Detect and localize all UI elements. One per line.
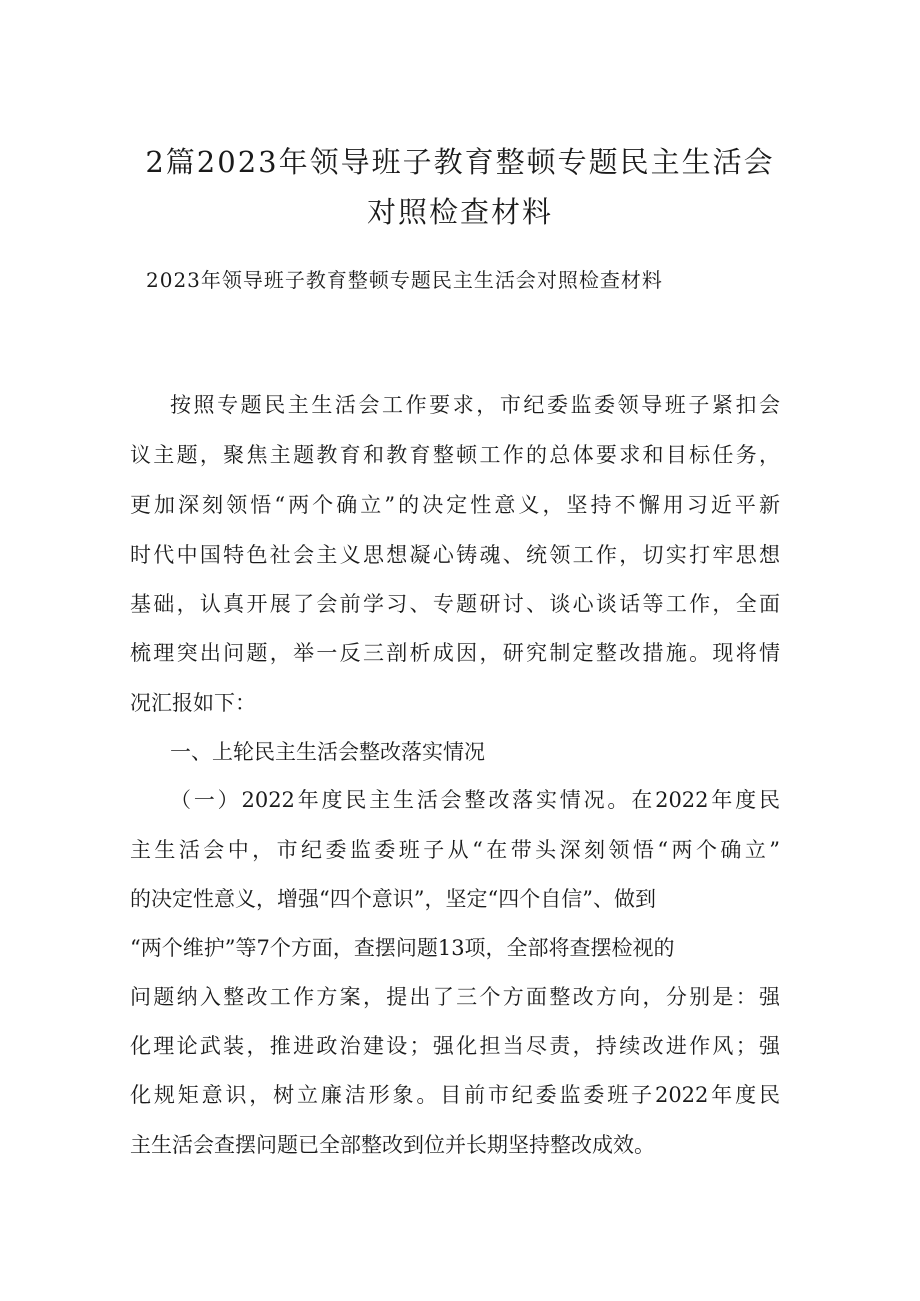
paragraph-1-line-6: 梳理突出问题，举一反三剖析成因，研究制定整改措施。现将情 (130, 641, 780, 665)
document-title-line-2: 对照检查材料 (366, 195, 553, 229)
paragraph-2-line-2: 主生活会中，市纪委监委班子从“在带头深刻领悟“两个确立” (130, 838, 780, 862)
paragraph-1-line-7: 况汇报如下： (130, 691, 256, 715)
paragraph-1-line-5: 基础，认真开展了会前学习、专题研讨、谈心谈话等工作，全面 (130, 592, 780, 616)
paragraph-2-line-6: 化理论武装，推进政治建设；强化担当尽责，持续改进作风；强 (130, 1034, 780, 1058)
document-title-line-1: 2篇2023年领导班子教育整顿专题民主生活会 (145, 145, 775, 179)
paragraph-2-line-5: 问题纳入整改工作方案，提出了三个方面整改方向，分别是：强 (130, 985, 780, 1009)
paragraph-1-line-3: 更加深刻领悟“两个确立”的决定性意义，坚持不懈用习近平新 (130, 493, 780, 517)
paragraph-1-line-2: 议主题，聚焦主题教育和教育整顿工作的总体要求和目标任务， (130, 443, 780, 467)
document-subtitle: 2023年领导班子教育整顿专题民主生活会对照检查材料 (146, 268, 663, 292)
paragraph-2-line-7: 化规矩意识，树立廉洁形象。目前市纪委监委班子2022年度民 (130, 1083, 780, 1107)
section-1-heading: 一、上轮民主生活会整改落实情况 (170, 740, 485, 764)
paragraph-2-line-3: 的决定性意义，增强“四个意识”，坚定“四个自信”、做到 (130, 887, 656, 911)
paragraph-1-line-4: 时代中国特色社会主义思想凝心铸魂、统领工作，切实打牢思想 (130, 543, 780, 567)
paragraph-2-line-8: 主生活会查摆问题已全部整改到位并长期坚持整改成效。 (130, 1133, 655, 1157)
paragraph-1-line-1: 按照专题民主生活会工作要求，市纪委监委领导班子紧扣会 (170, 393, 780, 417)
paragraph-2-line-4: “两个维护”等7个方面，查摆问题13项，全部将查摆检视的 (130, 936, 675, 960)
paragraph-2-line-1: （一）2022年度民主生活会整改落实情况。在2022年度民 (170, 788, 780, 812)
